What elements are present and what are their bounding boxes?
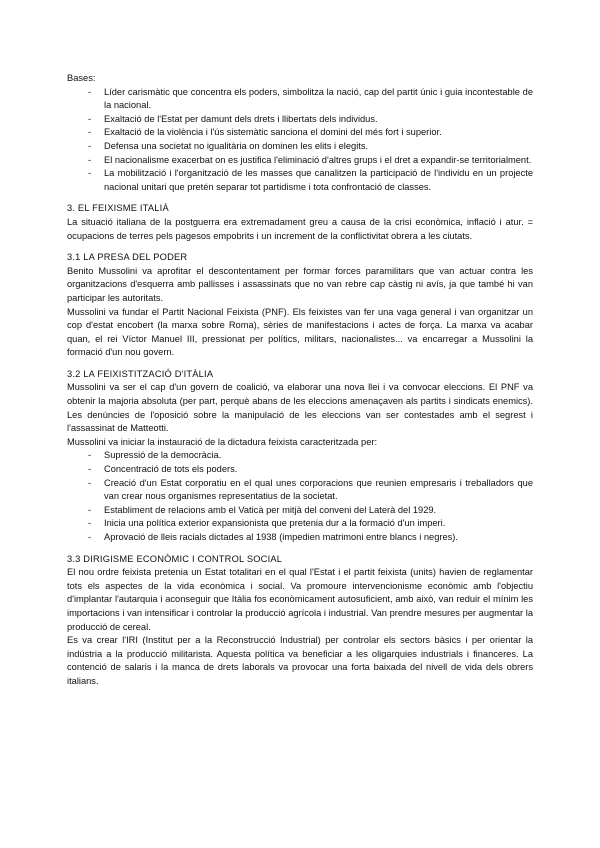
list-item: - La mobilització i l'organització de les masses que canalitzen la participació de l'individu en un projecte nacional unitari que pretén separar tot partidisme i tota confrontació de classes.	[67, 167, 533, 194]
section-paragraph: El nou ordre feixista pretenia un Estat totalitari en el qual l'Estat i el partit feixista (units) havien de reglamentar tots els aspectes de la vida econòmica i social. Va promoure intervencionisme econòmic amb l'objectiu d'implantar l'autarquia i aconseguir que Itàlia fos econòmicament autosuficient, amb això, van reduir el mínim les importacions i van intensificar i controlar la producció agrícola i industrial. Van prendre mesures per augmentar la producció de cereal.	[67, 567, 533, 632]
dictadura-list	[67, 449, 533, 544]
section-heading-feixisme-italia: 3. EL FEIXISME ITALIÀ	[67, 203, 169, 214]
list-item: - Inicia una política exterior expansionista que pretenia dur a la formació d'un imperi.	[67, 517, 533, 531]
section-paragraph: Mussolini va fundar el Partit Nacional Feixista (PNF). Els feixistes van fer una vaga general i van organitzar un cop d'estat encobert (la marxa sobre Roma), sèries de manifestacions i actes de força. La marxa va acabar quan, el rei Víctor Manuel III, pressionat per polítics, militars, nacionalistes... va encarregar a Mussolini la formació d'un nou govern.	[67, 306, 533, 358]
section-heading-presa-del-poder: 3.1 LA PRESA DEL PODER	[67, 252, 188, 263]
bases-list	[67, 86, 533, 195]
list-item: - Concentració de tots els poders.	[67, 463, 533, 477]
list-item: - El nacionalisme exacerbat on es justifica l'eliminació d'altres grups i el dret a expandir-se territorialment.	[67, 154, 533, 168]
list-item: - Aprovació de lleis racials dictades al 1938 (impedien matrimoni entre blancs i negres).	[67, 531, 533, 545]
section-paragraph: Benito Mussolini va aprofitar el descontentament per formar forces paramilitars que van actuar contra les organitzacions d'esquerra amb pallisses i assassinats que no van rebre cap càstig ni avís, ja que també hi van participar les autoritats.	[67, 265, 533, 303]
list-item: - Líder carismàtic que concentra els poders, simbolitza la nació, cap del partit únic i guia incontestable de la nacional.	[67, 86, 533, 113]
section-paragraph: Mussolini va ser el cap d'un govern de coalició, va elaborar una nova llei i va convocar eleccions. El PNF va obtenir la majoria absoluta (per part, perquè abans de les eleccions amenaçaven als partits i sindicats enemics). Les denúncies de l'oposició sobre la manipulació de les eleccions van ser contestades amb el segrest i l'assassinat de Matteotti.	[67, 382, 533, 434]
list-item: - Creació d'un Estat corporatiu en el qual unes corporacions que reunien empresaris i treballadors que van crear nous organismes representatius de la societat.	[67, 477, 533, 504]
list-item: - Supressió de la democràcia.	[67, 449, 533, 463]
section-heading-dirigisme-economic: 3.3 DIRIGISME ECONÒMIC I CONTROL SOCIAL	[67, 553, 283, 564]
list-item: - Defensa una societat no igualitària on dominen les elits i elegits.	[67, 140, 533, 154]
document-page	[67, 72, 533, 689]
section-intro: Mussolini va iniciar la instauració de la dictadura feixista caracteritzada per:	[67, 436, 378, 447]
list-item: - Establiment de relacions amb el Vaticà per mitjà del conveni del Laterà del 1929.	[67, 504, 533, 518]
section-paragraph: Es va crear l'IRI (Institut per a la Reconstrucció Industrial) per controlar els sectors bàsics i per orientar la indústria a la producció militarista. Aquesta política va beneficiar a les oligarquies industrials i financeres. La contenció de salaris i la manca de drets laborals va provocar una forta baixada del nivell de vida dels obrers italians.	[67, 635, 533, 686]
list-item: - Exaltació de l'Estat per damunt dels drets i llibertats dels individus.	[67, 113, 533, 127]
bases-label: Bases:	[67, 73, 96, 83]
list-item: - Exaltació de la violència i l'ús sistemàtic sanciona el domini del més fort i superior.	[67, 126, 533, 140]
section-heading-feixistitzacio: 3.2 LA FEIXISTITZACIÓ D'ITÀLIA	[67, 368, 214, 379]
section-paragraph: La situació italiana de la postguerra era extremadament greu a causa de la crisi econòmica, inflació i atur. = ocupacions de terres pels pagesos empobrits i un increment de la conflictivitat obrera a les ciutats.	[67, 216, 533, 241]
